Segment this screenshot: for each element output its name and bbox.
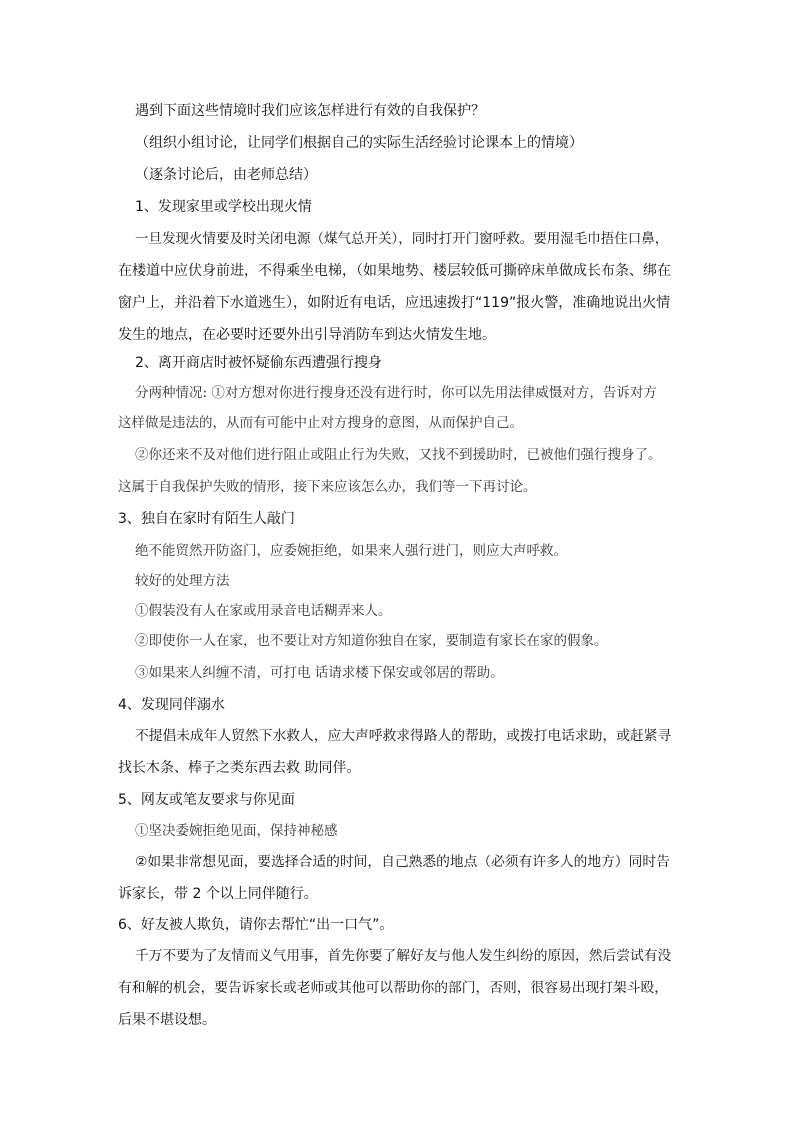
paragraph-line: 这属于自我保护失败的情形，接下来应该怎么办，我们等一下再讨论。 <box>118 479 537 495</box>
paragraph-line: 一旦发现火情要及时关闭电源（煤气总开关），同时打开门窗呼救。要用湿毛巾捂住口鼻， <box>135 231 669 247</box>
section-heading: 6、好友被人欺负，请你去帮忙“出一口气”。 <box>118 917 394 933</box>
section-heading: 5、网友或笔友要求与你见面 <box>118 792 295 808</box>
intro-note: （组织小组讨论，让同学们根据自己的实际生活经验讨论课本上的情境） <box>135 135 583 151</box>
section-heading: 2、离开商店时被怀疑偷东西遭强行搜身 <box>135 355 382 371</box>
section-heading: 4、发现同伴溺水 <box>118 697 225 713</box>
paragraph-line: 有和解的机会，要告诉家长或老师或其他可以帮助你的部门，否则，很容易出现打架斗殴， <box>118 980 669 996</box>
paragraph-line: ③如果来人纠缠不清，可打电 话请求楼下保安或邻居的帮助。 <box>135 665 504 681</box>
intro-note: （逐条讨论后，由老师总结） <box>135 167 317 183</box>
paragraph-line: ①坚决委婉拒绝见面，保持神秘感 <box>135 823 338 839</box>
paragraph-line: 在楼道中应伏身前进，不得乘坐电梯，（如果地势、楼层较低可撕碎床单做成长布条、绑在 <box>118 263 671 279</box>
paragraph-line: 找长木条、棒子之类东西去救 助同伴。 <box>118 760 361 776</box>
paragraph-line: 发生的地点，在必要时还要外出引导消防车到达火情发生地。 <box>118 327 496 343</box>
paragraph-line: 绝不能贸然开防盗门，应委婉拒绝，如果来人强行进门，则应大声呼救。 <box>135 543 567 559</box>
section-heading: 3、独自在家时有陌生人敲门 <box>118 511 295 527</box>
intro-question: 遇到下面这些情境时我们应该怎样进行有效的自我保护？ <box>135 103 485 119</box>
paragraph-line: ①假装没有人在家或用录音电话糊弄来人。 <box>135 603 392 619</box>
paragraph-line: 窗户上，并沿着下水道逃生），如附近有电话，应迅速拨打“119”报火警，准确地说出火情 <box>118 295 671 311</box>
paragraph-line: 较好的处理方法 <box>135 573 230 589</box>
paragraph-line: 分两种情况: ①对方想对你进行搜身还没有进行时，你可以先用法律威慑对方，告诉对方 <box>135 385 657 401</box>
paragraph-line: ②如果非常想见面，要选择合适的时间，自己熟悉的地点（必须有许多人的地方）同时告 <box>135 854 670 870</box>
paragraph-line: ②即使你一人在家，也不要让对方知道你独自在家，要制造有家长在家的假象。 <box>135 633 608 649</box>
section-heading: 1、发现家里或学校出现火情 <box>135 199 312 215</box>
paragraph-line: 后果不堪设想。 <box>118 1012 216 1028</box>
paragraph-line: 这样做是违法的，从而有可能中止对方搜身的意图，从而保护自己。 <box>118 415 523 431</box>
paragraph-line: 不提倡未成年人贸然下水救人，应大声呼救求得路人的帮助，或拨打电话求助，或赶紧寻 <box>135 728 672 744</box>
paragraph-line: ②你还来不及对他们进行阻止或阻止行为失败，又找不到援助时，已被他们强行搜身了。 <box>135 447 662 463</box>
paragraph-line: 诉家长，带 2 个以上同伴随行。 <box>118 886 318 902</box>
paragraph-line: 千万不要为了友情而义气用事，首先你要了解好友与他人发生纠纷的原因，然后尝试有没 <box>135 948 672 964</box>
